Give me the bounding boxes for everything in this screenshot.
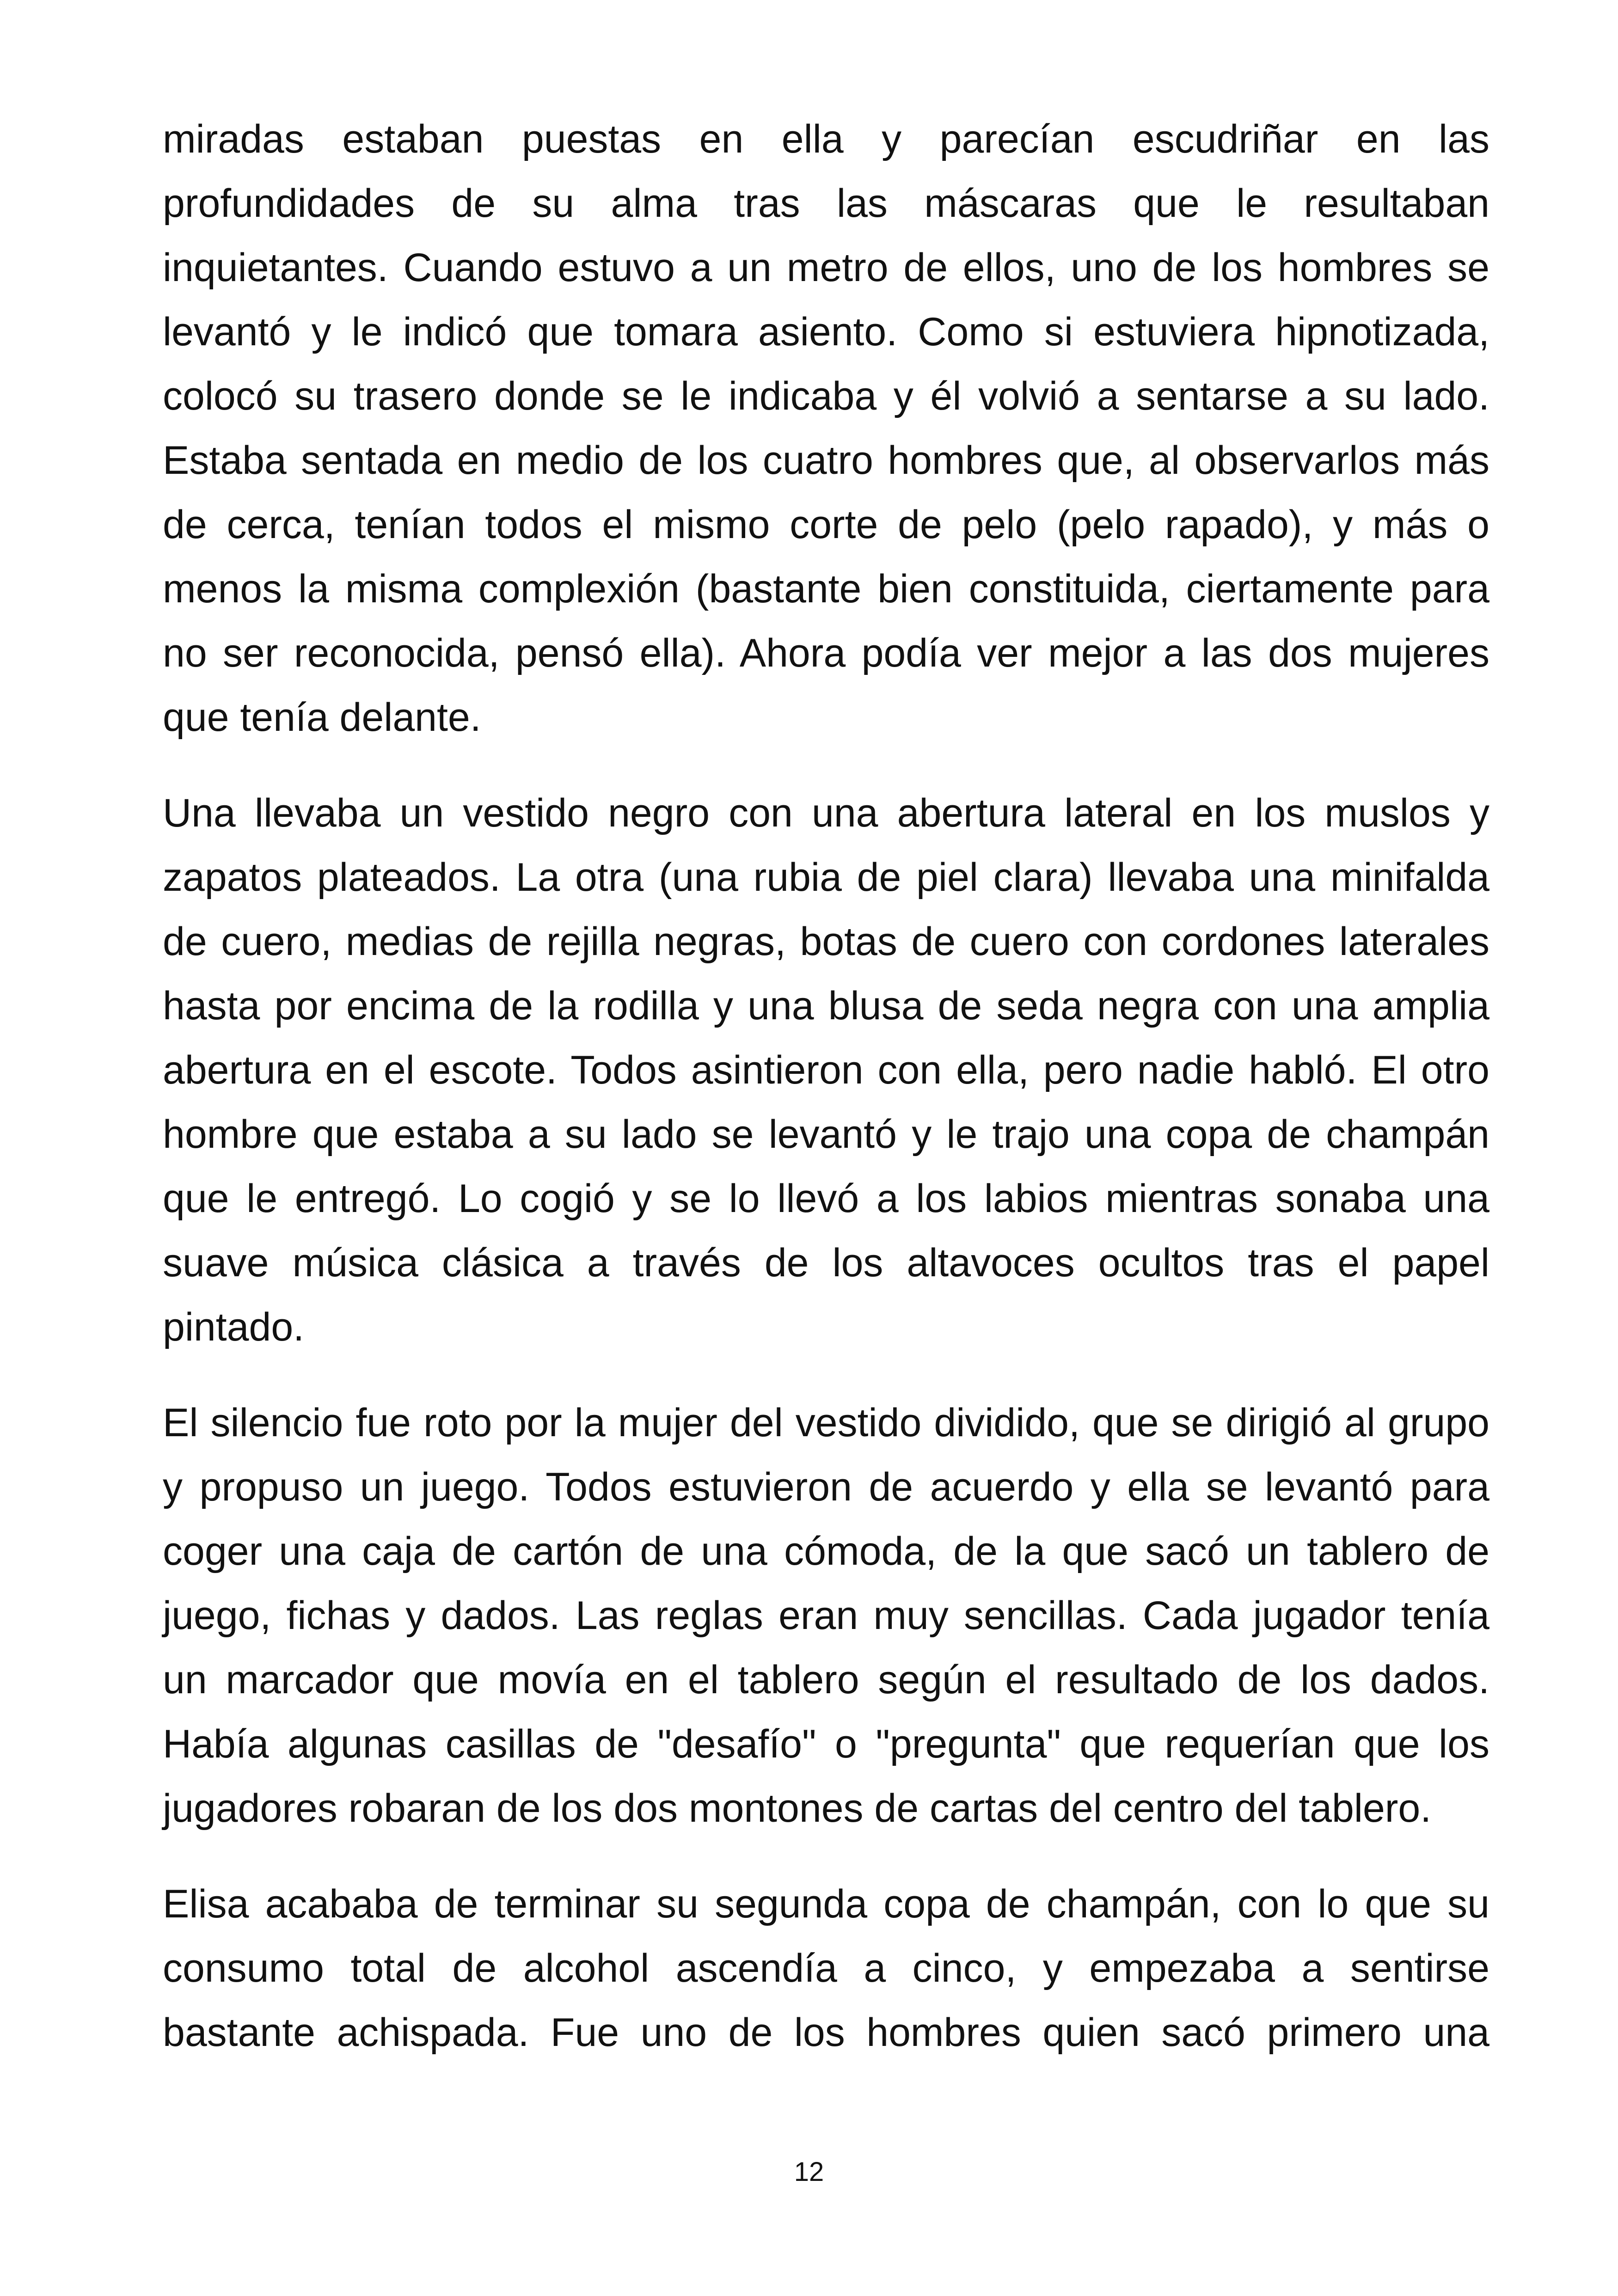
body-text (163, 107, 1489, 2096)
page-number: 12 (794, 2157, 824, 2187)
paragraph-1: miradas estaban puestas en ella y parecían escudriñar en las profundidades de su alma tras las máscaras que le resultaban inquietantes. Cuando estuvo a un metro de ellos, uno de los hombres se levantó y le indicó que tomara asiento. Como si estuviera hipnotizada, colocó su trasero donde se le indicaba y él volvió a sentarse a su lado. Estaba sentada en medio de los cuatro hombres que, al observarlos más de cerca, tenían todos el mismo corte de pelo (pelo rapado), y más o menos la misma complexión (bastante bien constituida, ciertamente para no ser reconocida, pensó ella). Ahora podía ver mejor a las dos mujeres que tenía delante. (163, 117, 1489, 740)
paragraph-4: Elisa acababa de terminar su segunda copa de champán, con lo que su consumo total de alcohol ascendía a cinco, y empezaba a sentirse bastante achispada. Fue uno de los hombres quien sacó primero una (163, 1882, 1489, 2055)
paragraph-3: El silencio fue roto por la mujer del vestido dividido, que se dirigió al grupo y propuso un juego. Todos estuvieron de acuerdo y ella se levantó para coger una caja de cartón de una cómoda, de la que sacó un tablero de juego, fichas y dados. Las reglas eran muy sencillas. Cada jugador tenía un marcador que movía en el tablero según el resultado de los dados. Había algunas casillas de "desafío" o "pregunta" que requerían que los jugadores robaran de los dos montones de cartas del centro del tablero. (163, 1401, 1489, 1831)
paragraph-2: Una llevaba un vestido negro con una abertura lateral en los muslos y zapatos plateados. La otra (una rubia de piel clara) llevaba una minifalda de cuero, medias de rejilla negras, botas de cuero con cordones laterales hasta por encima de la rodilla y una blusa de seda negra con una amplia abertura en el escote. Todos asintieron con ella, pero nadie habló. El otro hombre que estaba a su lado se levantó y le trajo una copa de champán que le entregó. Lo cogió y se lo llevó a los labios mientras sonaba una suave música clásica a través de los altavoces ocultos tras el papel pintado. (163, 791, 1489, 1349)
